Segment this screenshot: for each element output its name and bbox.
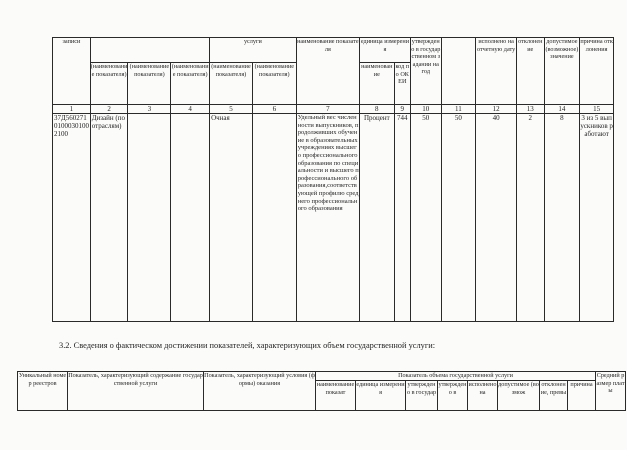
th2-sub: единица измерения bbox=[356, 381, 406, 411]
th2-sub: утверждено в bbox=[438, 381, 468, 411]
th-allowed: допустимое (возможное) значение bbox=[544, 38, 580, 105]
th-reason: причина отклонения bbox=[580, 38, 614, 105]
col-num: 13 bbox=[517, 105, 545, 114]
approved-task: 50 bbox=[441, 114, 476, 322]
section-heading: 3.2. Сведения о фактическом достижении показателей, характеризующих объем государственной услуги: bbox=[59, 341, 436, 350]
record-number: 37Д56027101000301002100 bbox=[53, 114, 91, 322]
content-3 bbox=[171, 114, 210, 322]
okei-code: 744 bbox=[394, 114, 410, 322]
th-service: услуги bbox=[210, 38, 297, 63]
approved-year: 50 bbox=[410, 114, 441, 322]
th-content-2: (наименование показателя) bbox=[128, 63, 171, 105]
col-num: 6 bbox=[252, 105, 296, 114]
th2-conditions: Показатель, характеризующий условия (формы) оказания bbox=[204, 372, 316, 411]
content-2 bbox=[128, 114, 171, 322]
th2-sub: причина bbox=[568, 381, 596, 411]
th2-content: Показатель, характеризующий содержание государственной услуги bbox=[68, 372, 204, 411]
unit-name: Процент bbox=[359, 114, 394, 322]
th-record: записи bbox=[53, 38, 91, 63]
reason: 3 из 5 выпускников работают bbox=[580, 114, 614, 322]
th2-sub: исполнено на bbox=[468, 381, 498, 411]
th2-sub: допустимое (возмож bbox=[498, 381, 540, 411]
th-empty-1 bbox=[90, 38, 209, 63]
col-num: 2 bbox=[90, 105, 128, 114]
col-num: 14 bbox=[544, 105, 580, 114]
th-unit-name: наименование bbox=[359, 63, 394, 105]
col-num: 10 bbox=[410, 105, 441, 114]
deviation: 2 bbox=[517, 114, 545, 322]
col-num: 15 bbox=[580, 105, 614, 114]
col-num: 1 bbox=[53, 105, 91, 114]
indicator-table bbox=[52, 37, 614, 322]
th-condition-1: (наименование показателя) bbox=[210, 63, 253, 105]
th2-unique: Уникальный номер реестров bbox=[18, 372, 68, 411]
condition-2 bbox=[252, 114, 296, 322]
th-content-3: (наименование показателя) bbox=[171, 63, 210, 105]
th-deviation: отклонение bbox=[517, 38, 545, 105]
th2-avg-fee: Средний размер платы bbox=[596, 372, 626, 411]
col-num: 12 bbox=[476, 105, 517, 114]
th-unit: единица измерения bbox=[359, 38, 410, 63]
executed: 40 bbox=[476, 114, 517, 322]
col-num: 11 bbox=[441, 105, 476, 114]
th-approved-task bbox=[441, 38, 476, 105]
th2-sub: утверждено в государ bbox=[406, 381, 438, 411]
th2-sub: наименование показат bbox=[316, 381, 356, 411]
col-num: 3 bbox=[128, 105, 171, 114]
col-num: 4 bbox=[171, 105, 210, 114]
indicator-name: Удельный вес численности выпускников, продолживших обучение в образовательных учреждениях высшего профессионального образования по специальности и высшего профессионального образования,соответствующей профилю среднего профессионального образования bbox=[296, 114, 359, 322]
col-num: 7 bbox=[296, 105, 359, 114]
col-num: 9 bbox=[394, 105, 410, 114]
col-num: 5 bbox=[210, 105, 253, 114]
volume-table bbox=[17, 371, 626, 411]
th-unit-code: код по ОКЕИ bbox=[394, 63, 410, 105]
th2-volume: Показатель объема государственной услуги bbox=[316, 372, 596, 381]
col-num: 8 bbox=[359, 105, 394, 114]
th-executed: исполнено на отчетную дату bbox=[476, 38, 517, 105]
th-indicator-name: наименование показателя bbox=[296, 38, 359, 105]
th-condition-2: (наименование показателя) bbox=[252, 63, 296, 105]
condition-1: Очная bbox=[210, 114, 253, 322]
allowed: 8 bbox=[544, 114, 580, 322]
th-content-1: (наименование показателя) bbox=[90, 63, 128, 105]
th-record-cont bbox=[53, 63, 91, 105]
th2-sub: отклонение, превы bbox=[540, 381, 568, 411]
th-approved-year: утверждено в государственном задании на год bbox=[410, 38, 441, 105]
content-1: Дизайн (по отраслям) bbox=[90, 114, 128, 322]
